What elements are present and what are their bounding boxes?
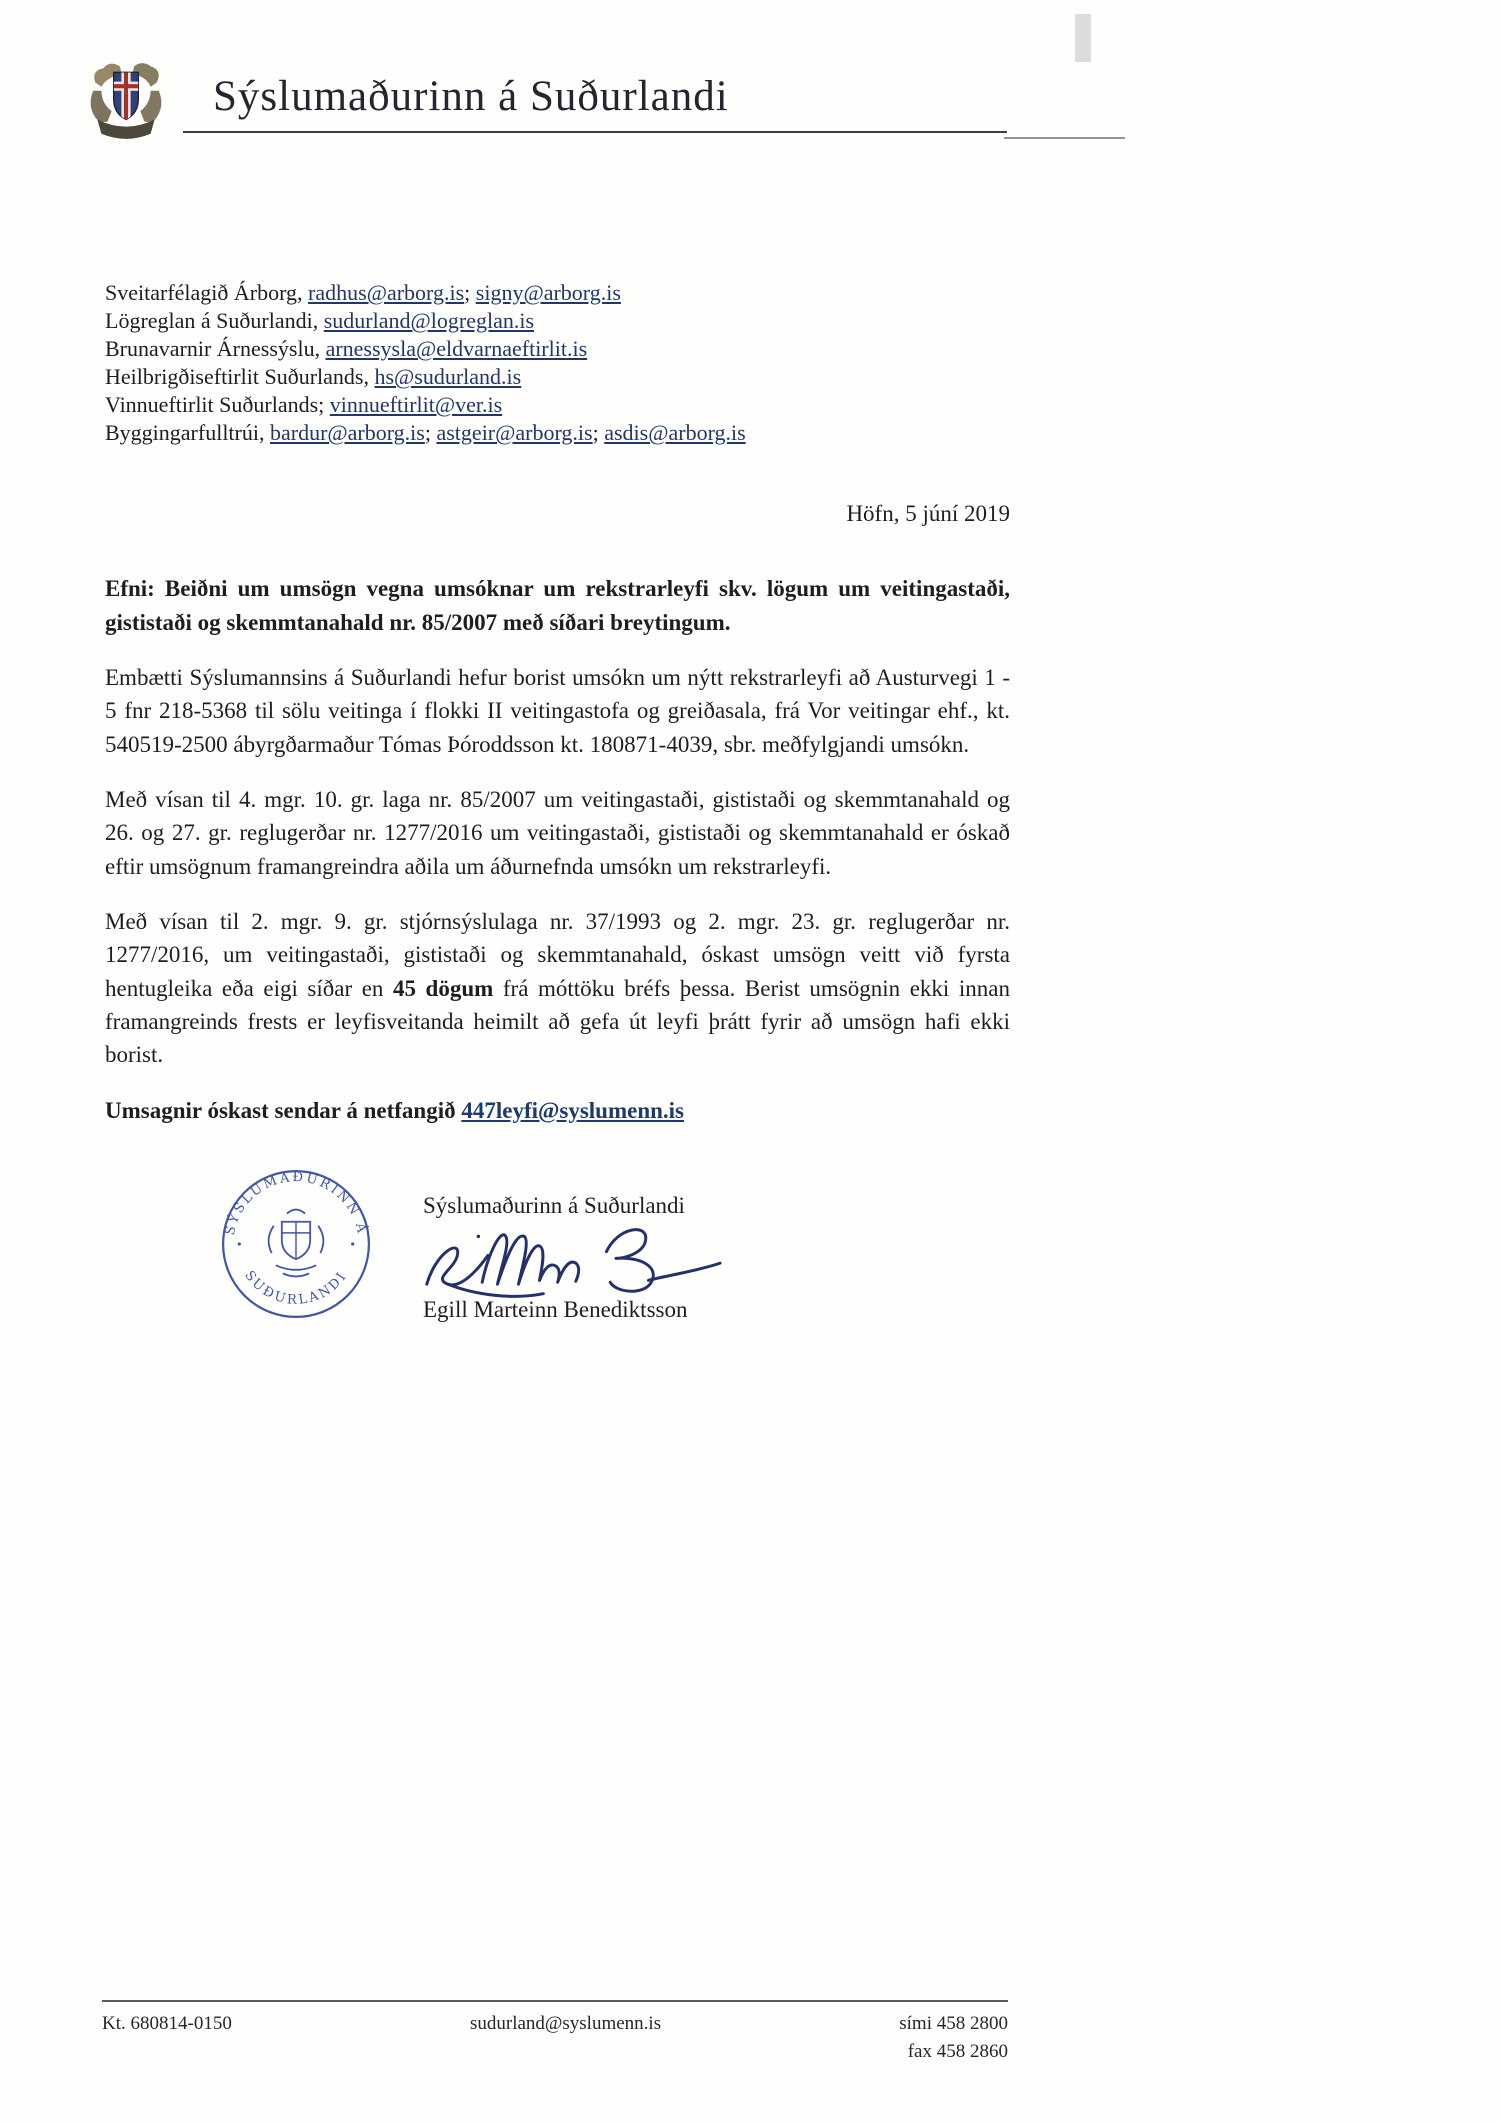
signature-office-label: Sýslumaðurinn á Suðurlandi bbox=[423, 1193, 685, 1219]
subject-line: Efni: Beiðni um umsögn vegna umsóknar um rekstrarleyfi skv. lögum um veitingastaði, gististaði og skemmtanahald nr. 85/2007 með síðari breytingum. bbox=[105, 576, 1010, 635]
email-link[interactable]: hs@sudurland.is bbox=[374, 364, 522, 389]
signature-name: Egill Marteinn Benediktsson bbox=[423, 1296, 688, 1322]
letter-body bbox=[105, 497, 1010, 1367]
footer-email: sudurland@syslumenn.is bbox=[469, 2013, 662, 2034]
email-link[interactable]: 447leyfi@syslumenn.is bbox=[461, 1097, 685, 1123]
email-link[interactable]: vinnueftirlit@ver.is bbox=[329, 392, 503, 417]
footer-phone: sími 458 2800 bbox=[899, 2013, 1008, 2034]
paragraph-1: Embætti Sýslumannsins á Suðurlandi hefur borist umsókn um nýtt rekstrarleyfi að Austurvegi 1 - 5 fnr 218-5368 til sölu veitinga í flokki II veitingastofa og greiðasala, frá Vor veitingar ehf., kt. 540519-2500 ábyrgðarmaður Tómas Þóroddsson kt. 180871-4039, sbr. meðfylgjandi umsókn. bbox=[105, 665, 1010, 757]
email-link[interactable]: astgeir@arborg.is bbox=[436, 420, 593, 445]
letterhead-rule-fragment bbox=[1004, 137, 1125, 139]
footer-rule bbox=[102, 2000, 1008, 2002]
text-segment: frá móttöku bréfs þessa. Berist umsögnin ekki innan framangreinds frests er leyfisveitanda heimilt að gefa út leyfi þrátt fyrir að umsögn hafi ekki borist. bbox=[105, 975, 1010, 1068]
text-segment: ; bbox=[464, 280, 476, 305]
text-segment: Vinnueftirlit Suðurlands; bbox=[105, 392, 330, 417]
recipient-line bbox=[105, 307, 945, 335]
letterhead-title: Sýslumaðurinn á Suðurlandi bbox=[213, 73, 729, 120]
recipient-line bbox=[105, 419, 945, 447]
footer bbox=[102, 2010, 1008, 2065]
signature-column bbox=[423, 1189, 783, 1326]
iceland-coat-of-arms-logo bbox=[85, 56, 167, 142]
text-segment: Heilbrigðiseftirlit Suðurlands, bbox=[105, 364, 375, 389]
svg-text:SUÐURLANDI bbox=[241, 1268, 350, 1308]
official-round-stamp bbox=[215, 1161, 377, 1323]
text-segment: Byggingarfulltrúi, bbox=[105, 420, 270, 445]
letterhead-rule bbox=[183, 131, 1007, 133]
recipients-list bbox=[105, 279, 945, 447]
footer-fax: fax 458 2860 bbox=[907, 2040, 1008, 2062]
email-link[interactable]: asdis@arborg.is bbox=[604, 420, 746, 445]
text-segment: Með vísan til 2. mgr. 9. gr. stjórnsýslulaga nr. 37/1993 og 2. mgr. 23. gr. reglugerðar nr. 1277/2016, um veitingastaði, gististaði og skemmtanahald, óskast umsögn veitt við fyrsta hentugleika eða eigi síðar en bbox=[105, 909, 1010, 1001]
email-link[interactable]: radhus@arborg.is bbox=[308, 280, 465, 305]
email-link[interactable]: sudurland@logreglan.is bbox=[323, 308, 535, 333]
stamp-coat-of-arms bbox=[269, 1210, 324, 1277]
email-link[interactable]: arnessysla@eldvarnaeftirlit.is bbox=[325, 336, 588, 361]
text-segment: Brunavarnir Árnessýslu, bbox=[105, 336, 326, 361]
stamp-arc-top-text: SÝSLUMAÐURINN Á bbox=[222, 1170, 370, 1237]
paragraph-2: Með vísan til 4. mgr. 10. gr. laga nr. 85/2007 um veitingastaði, gististaði og skemmtanahald og 26. og 27. gr. reglugerðar nr. 1277/2016 um veitingastaði, gististaði og skemmtanahald er óskað eftir umsögnum framangreindra aðila um áðurnefnda umsókn um rekstrarleyfi. bbox=[105, 787, 1010, 879]
email-link[interactable]: signy@arborg.is bbox=[475, 280, 621, 305]
text-segment: 45 dögum bbox=[392, 975, 494, 1001]
recipient-line bbox=[105, 335, 945, 363]
text-segment: ; bbox=[424, 420, 437, 445]
text-segment: Sveitarfélagið Árborg, bbox=[105, 280, 309, 305]
signature-block bbox=[105, 1167, 1010, 1367]
send-to-line bbox=[105, 1094, 1010, 1127]
recipient-line bbox=[105, 363, 945, 391]
stamp-arc-bottom-text: SUÐURLANDI bbox=[241, 1268, 351, 1309]
text-segment: ; bbox=[592, 420, 605, 445]
recipient-line bbox=[105, 279, 945, 307]
footer-contact bbox=[899, 2010, 1008, 2065]
paragraph-3 bbox=[105, 905, 1010, 1072]
footer-kennitala: Kt. 680814-0150 bbox=[102, 2013, 232, 2034]
dateline: Höfn, 5 júní 2019 bbox=[846, 501, 1010, 526]
text-segment: Umsagnir óskast sendar á netfangið bbox=[105, 1097, 462, 1123]
email-link[interactable]: bardur@arborg.is bbox=[269, 420, 425, 445]
scan-artifact bbox=[1075, 14, 1091, 62]
recipient-line bbox=[105, 391, 945, 419]
text-segment: Lögreglan á Suðurlandi, bbox=[105, 308, 324, 333]
